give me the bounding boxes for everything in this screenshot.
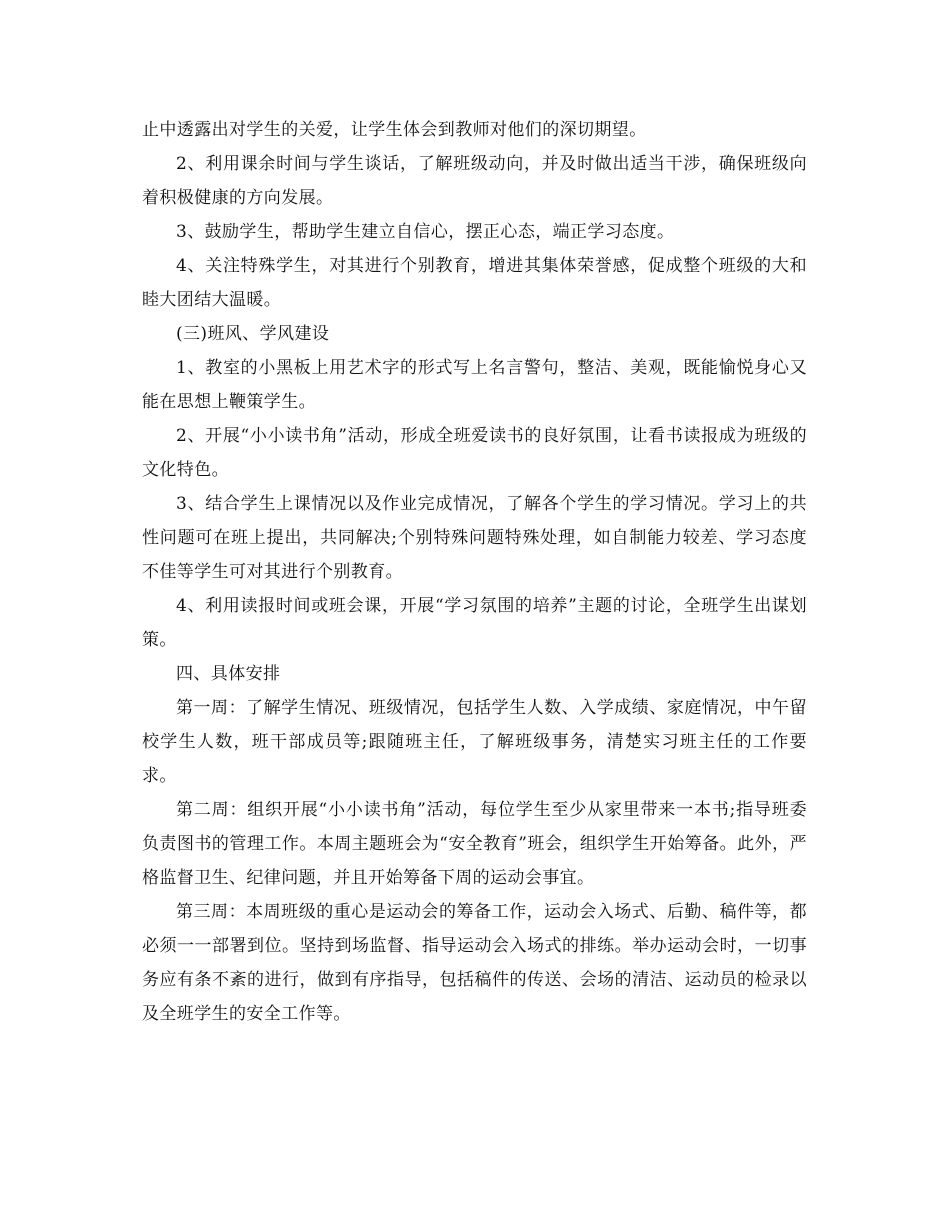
- paragraph-week-3: 第三周：本周班级的重心是运动会的筹备工作，运动会入场式、后勤、稿件等，都必须一一部署到位。坚持到场监督、指导运动会入场式的排练。举办运动会时，一切事务应有条不紊的进行，做到有序指导，包括稿件的传送、会场的清洁、运动员的检录以及全班学生的安全工作等。: [142, 902, 807, 1024]
- paragraph-style-3: 3、结合学生上课情况以及作业完成情况，了解各个学生的学习情况。学习上的共性问题可在班上提出，共同解决;个别特殊问题特殊处理，如自制能力较差、学习态度不佳等学生可对其进行个别教育。: [142, 494, 807, 582]
- paragraph-week-2: 第二周：组织开展“小小读书角”活动，每位学生至少从家里带来一本书;指导班委负责图书的管理工作。本周主题班会为“安全教育”班会，组织学生开始筹备。此外，严格监督卫生、纪律问题，并且开始筹备下周的运动会事宜。: [142, 800, 807, 888]
- paragraph-item-3: 3、鼓励学生，帮助学生建立自信心，摆正心态，端正学习态度。: [176, 222, 675, 242]
- paragraph-item-4: 4、关注特殊学生，对其进行个别教育，增进其集体荣誉感，促成整个班级的大和睦大团结大温暖。: [142, 256, 807, 310]
- paragraph-item-2: 2、利用课余时间与学生谈话，了解班级动向，并及时做出适当干涉，确保班级向着积极健康的方向发展。: [142, 154, 807, 208]
- paragraph-style-1: 1、教室的小黑板上用艺术字的形式写上名言警句，整洁、美观，既能愉悦身心又能在思想上鞭策学生。: [142, 358, 807, 412]
- document-body: [142, 113, 807, 1031]
- paragraph-continuation: 止中透露出对学生的关爱，让学生体会到教师对他们的深切期望。: [142, 120, 647, 140]
- paragraph-week-1: 第一周：了解学生情况、班级情况，包括学生人数、入学成绩、家庭情况，中午留校学生人数，班干部成员等;跟随班主任，了解班级事务，清楚实习班主任的工作要求。: [142, 698, 807, 786]
- paragraph-style-4: 4、利用读报时间或班会课，开展“学习氛围的培养”主题的讨论，全班学生出谋划策。: [142, 596, 807, 650]
- paragraph-style-2: 2、开展“小小读书角”活动，形成全班爱读书的良好氛围，让看书读报成为班级的文化特色。: [142, 426, 807, 480]
- section-heading-class-style: (三)班风、学风建设: [176, 324, 330, 344]
- section-heading-schedule: 四、具体安排: [176, 664, 281, 684]
